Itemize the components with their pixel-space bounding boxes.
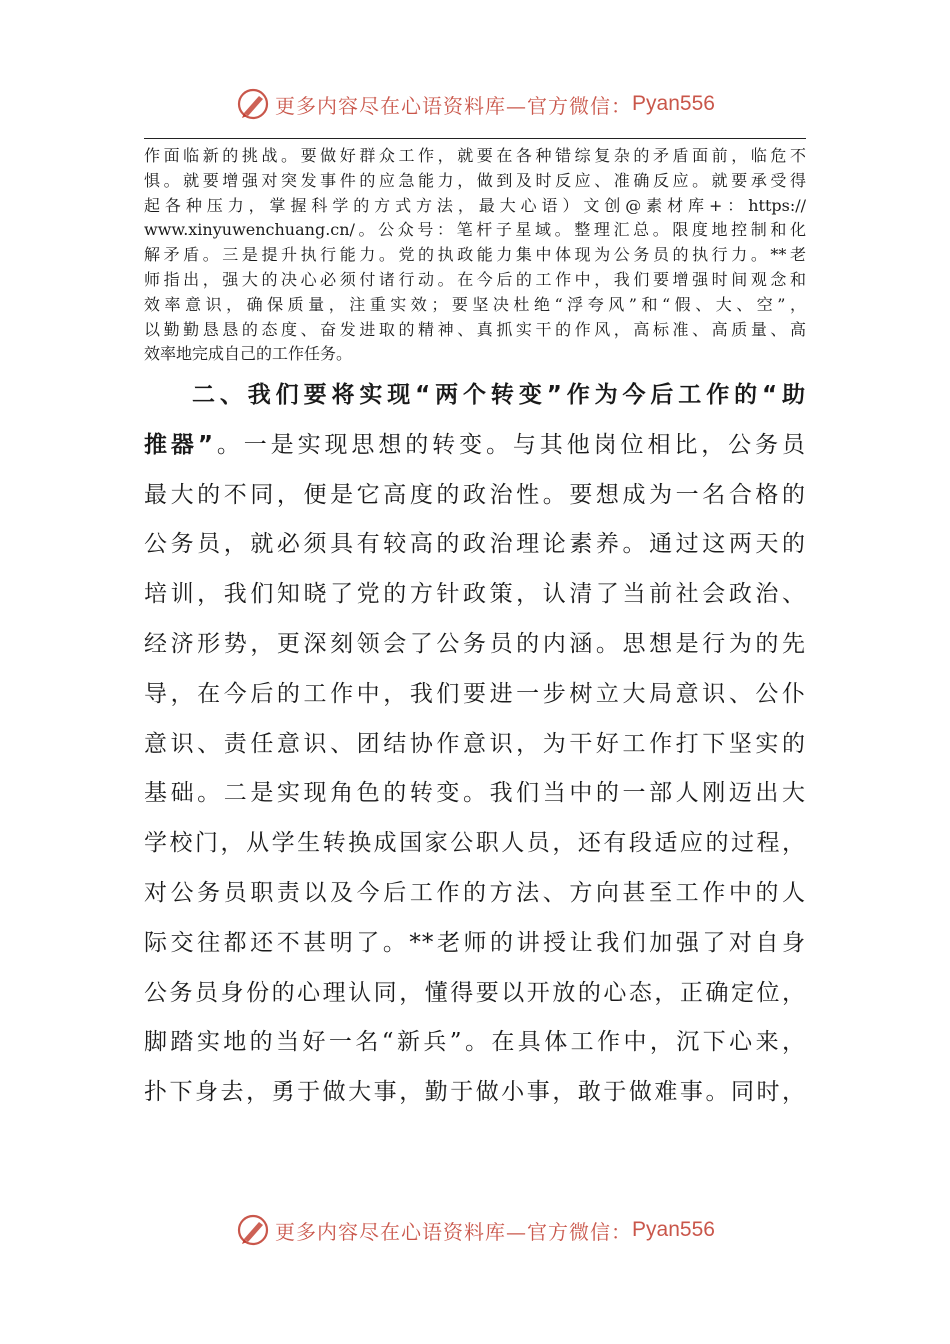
section-line: 脚踏实地的当好一名“新兵”。在具体工作中，沉下心来，: [144, 1029, 806, 1056]
small-line: 以勤勤恳恳的态度、奋发进取的精神、真抓实干的作风，高标准、高质量、高: [144, 319, 806, 339]
small-line: 效率意识，确保质量，注重实效；要坚决杜绝“浮夸风”和“假、大、空”，: [144, 294, 806, 314]
section-heading: 二、我们要将实现“两个转变”作为今后工作的“助: [192, 382, 806, 408]
section-line: 公务员，就必须具有较高的政治理论素养。通过这两天的: [144, 531, 806, 558]
small-line: 解矛盾。三是提升执行能力。党的执政能力集中体现为公务员的执行力。**老: [144, 245, 806, 265]
small-line: 起各种压力，掌握科学的方式方法，最大心语）文创@素材库+：https://: [144, 195, 806, 215]
header-banner-id: Pyan556: [632, 92, 715, 115]
footer-banner-text: 更多内容尽在心语资料库—官方微信：: [275, 1219, 633, 1244]
footer-banner: [0, 1210, 950, 1250]
section-two: [144, 371, 806, 1118]
small-line: 惧。就要增强对突发事件的应急能力，做到及时反应、准确反应。就要承受得: [144, 170, 806, 190]
header-rule: [144, 138, 806, 139]
section-heading-rest: 。一是实现思想的转变。与其他岗位相比，公务员: [213, 431, 806, 458]
section-line: 意识、责任意识、团结协作意识，为干好工作打下坚实的: [144, 730, 806, 757]
header-banner: [0, 84, 950, 124]
small-line: www.xinyuwenchuang.cn/。公众号：笔杆子星域。整理汇总。限度地控制和化: [144, 220, 806, 240]
header-banner-text: 更多内容尽在心语资料库—官方微信：: [275, 93, 633, 118]
small-line: 效率地完成自己的工作任务。: [144, 344, 353, 364]
pen-logo-icon: [235, 1212, 271, 1248]
section-line: 扑下身去，勇于做大事，勤于做小事，敢于做难事。同时，: [144, 1079, 806, 1106]
section-line: 经济形势，更深刻领会了公务员的内涵。思想是行为的先: [144, 630, 806, 657]
section-line: 培训，我们知晓了党的方针政策，认清了当前社会政治、: [144, 581, 806, 608]
section-line: 际交往都还不甚明了。**老师的讲授让我们加强了对自身: [144, 929, 806, 956]
section-line: 导，在今后的工作中，我们要进一步树立大局意识、公仆: [144, 680, 806, 707]
section-line: [144, 421, 806, 471]
section-heading-end: 推器”: [144, 431, 214, 458]
section-line: 基础。二是实现角色的转变。我们当中的一部人刚迈出大: [144, 780, 806, 807]
section-line: 学校门，从学生转换成国家公职人员，还有段适应的过程，: [144, 830, 806, 857]
small-paragraph: [144, 144, 806, 367]
section-line: 对公务员职责以及今后工作的方法、方向甚至工作中的人: [144, 879, 806, 906]
small-line: 作面临新的挑战。要做好群众工作，就要在各种错综复杂的矛盾面前，临危不: [144, 146, 806, 165]
small-line: 师指出，强大的决心必须付诸行动。在今后的工作中，我们要增强时间观念和: [144, 269, 806, 289]
section-line: 公务员身份的心理认同，懂得要以开放的心态，正确定位，: [144, 979, 806, 1006]
pen-logo-icon: [235, 86, 271, 122]
footer-banner-id: Pyan556: [632, 1218, 715, 1241]
section-line: 最大的不同，便是它高度的政治性。要想成为一名合格的: [144, 481, 806, 508]
